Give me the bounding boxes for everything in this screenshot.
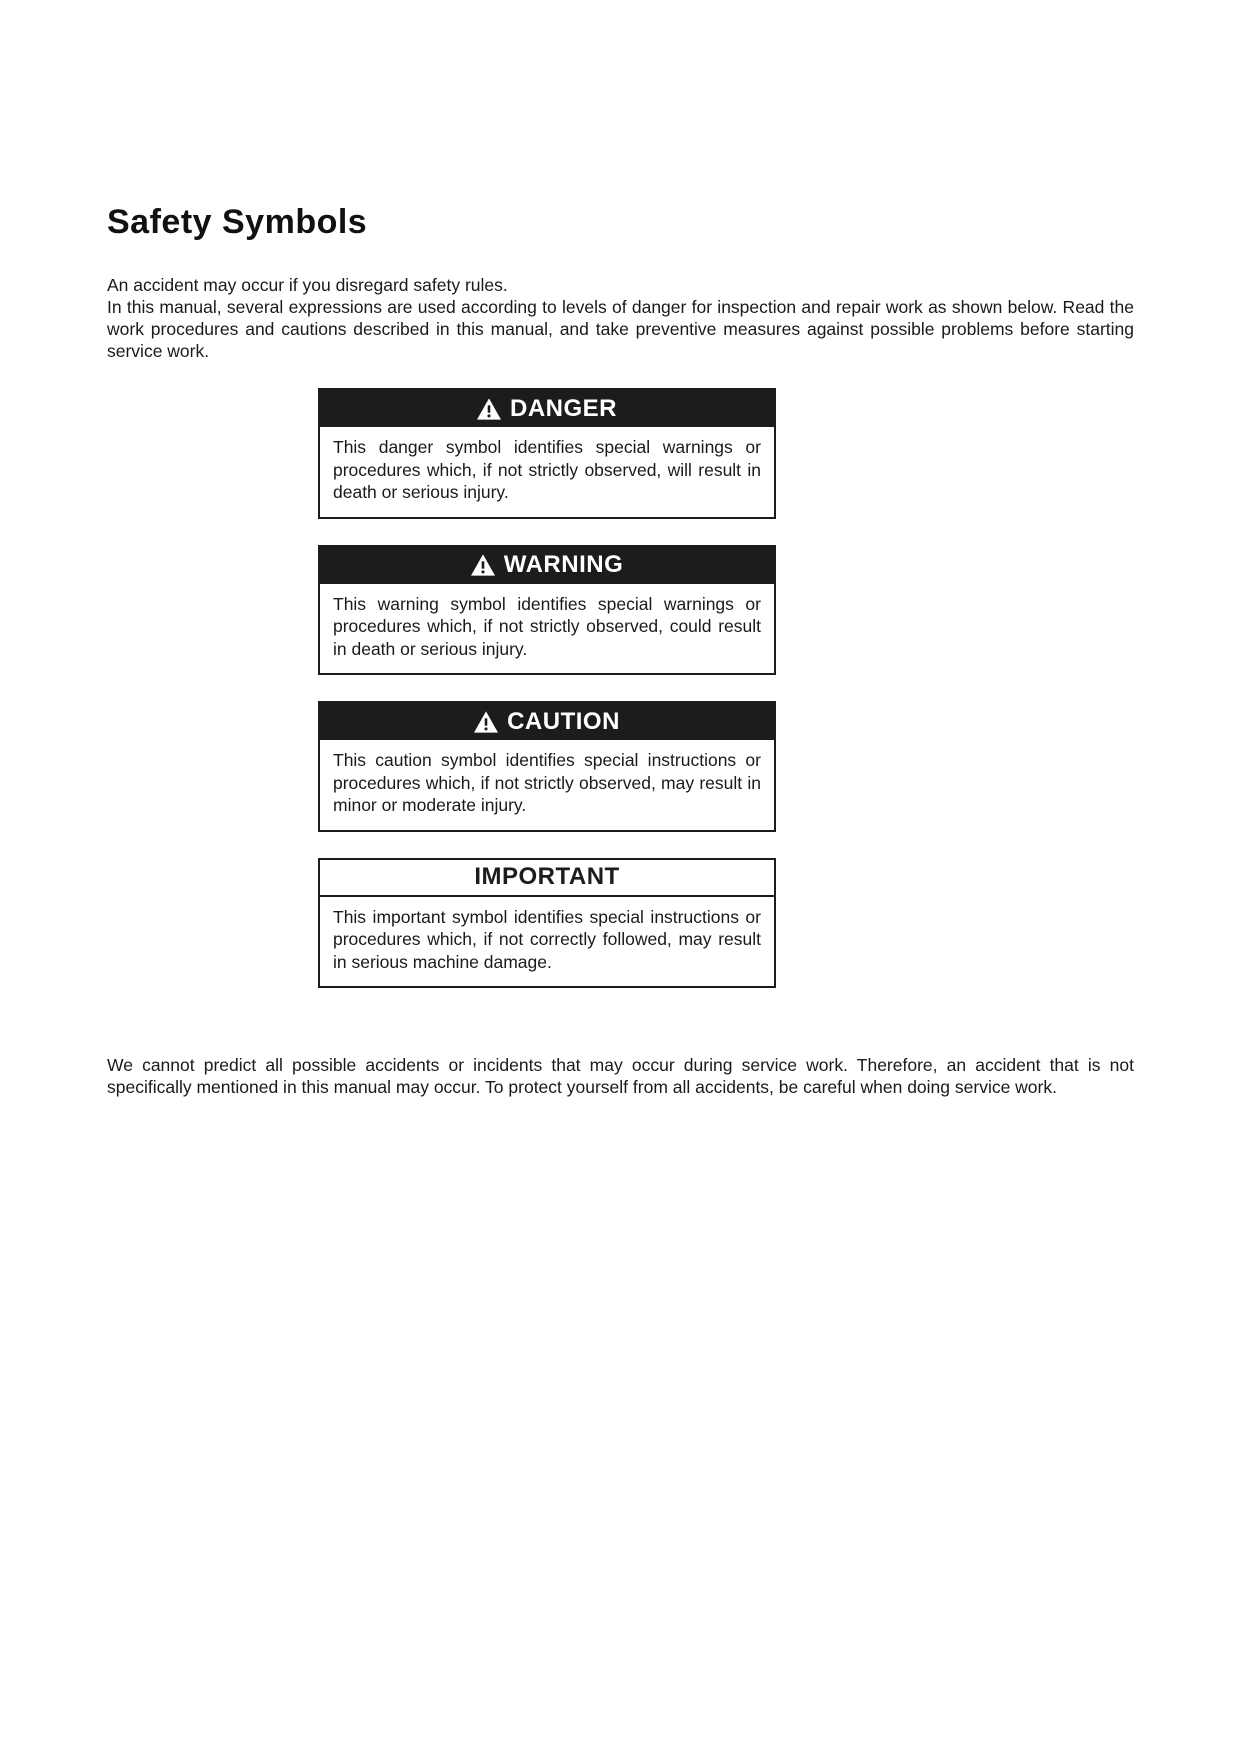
intro-paragraph: In this manual, several expressions are used according to levels of danger for inspection and repair work as shown below. Read the work procedures and cautions described in this manual, and take preventive measures against possible problems before starting service work. (107, 297, 1134, 361)
danger-box-title: DANGER (509, 394, 617, 422)
warning-triangle-icon (474, 711, 498, 733)
closing-paragraph: We cannot predict all possible accidents or incidents that may occur during service work. Therefore, an accident that is not specifically mentioned in this manual may occur. To protect yourself from all accidents, be careful when doing service work. (107, 1055, 1134, 1097)
important-box-header (320, 860, 774, 897)
warning-box-title: WARNING (503, 551, 624, 578)
danger-box-header (320, 390, 774, 427)
warning-triangle-icon (477, 398, 501, 420)
intro-section (107, 274, 1134, 362)
danger-box-body: This danger symbol identifies special warnings or procedures which, if not strictly observed, will result in death or serious injury. (333, 437, 761, 502)
warning-triangle-icon (471, 554, 495, 576)
caution-box (318, 701, 776, 832)
important-box-title: IMPORTANT (474, 863, 620, 890)
important-box (318, 858, 776, 989)
warning-box-header (320, 547, 774, 584)
danger-box (318, 388, 776, 519)
caution-box-header (320, 703, 774, 740)
warning-box-body: This warning symbol identifies special warnings or procedures which, if not strictly observed, could result in death or serious injury. (333, 593, 761, 659)
caution-box-title: CAUTION (507, 707, 620, 735)
safety-boxes (318, 388, 776, 988)
page-title: Safety Symbols (107, 203, 368, 241)
warning-box (318, 545, 776, 676)
intro-line: An accident may occur if you disregard safety rules. (107, 275, 508, 295)
important-box-body: This important symbol identifies special instructions or procedures which, if not correctly followed, may result in serious machine damage. (333, 906, 761, 972)
document-page (107, 0, 1134, 1755)
caution-box-body: This caution symbol identifies special instructions or procedures which, if not strictly observed, may result in minor or moderate injury. (333, 750, 761, 815)
